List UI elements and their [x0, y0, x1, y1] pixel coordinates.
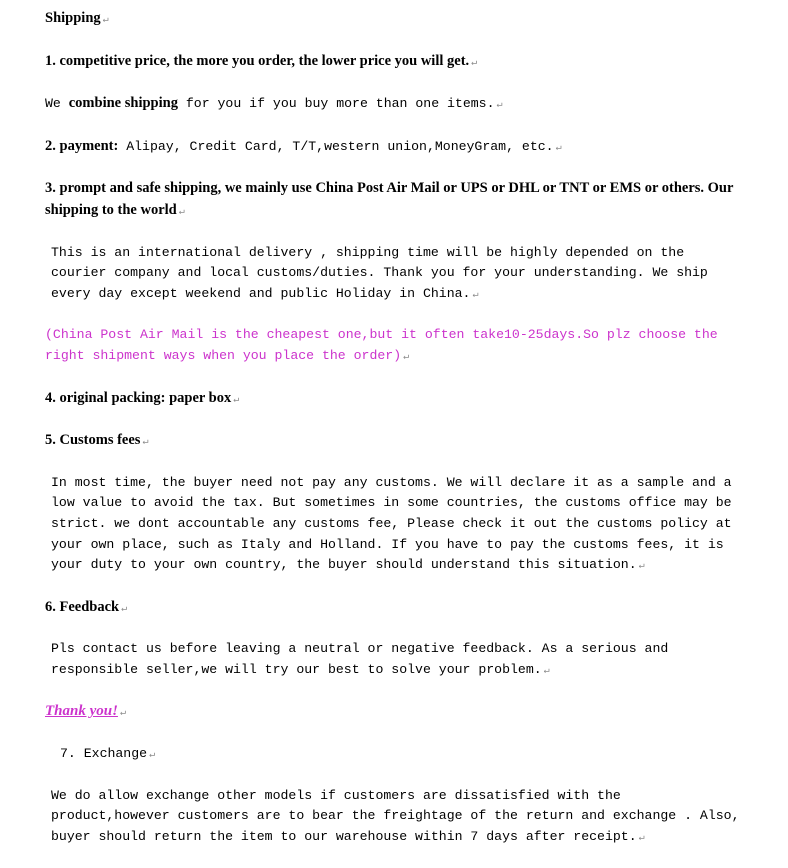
- china-post-note: [45, 325, 745, 368]
- paragraph-mark-icon: ↵: [121, 603, 128, 615]
- combine-rest: for you if you buy more than one items.: [177, 96, 495, 112]
- payment-label: 2. payment:: [45, 137, 119, 154]
- paragraph-mark-icon: ↵: [149, 750, 156, 762]
- customs-heading: [45, 430, 745, 454]
- feedback-heading-text: 6. Feedback: [45, 598, 120, 615]
- paragraph-mark-icon: ↵: [233, 394, 240, 406]
- delivery-paragraph: [45, 243, 745, 307]
- feedback-text: Pls contact us before leaving a neutral or negative feedback. As a serious and responsible seller,we will try our best to solve your problem.: [51, 641, 669, 677]
- exchange-paragraph: [45, 786, 745, 850]
- packing-text: 4. original packing: paper box: [45, 389, 232, 406]
- customs-heading-text: 5. Customs fees: [45, 432, 141, 449]
- combine-prefix: We: [45, 96, 69, 112]
- exchange-text: We do allow exchange other models if customers are dissatisfied with the product,however customers are to bear the freightage of the return and exchange . Also, buyer should return the item to our warehouse within 7 days after receipt.: [51, 787, 740, 844]
- customs-paragraph: [45, 473, 745, 578]
- shipping-policy-document: [45, 8, 745, 868]
- payment-paragraph: [45, 136, 745, 160]
- paragraph-mark-icon: ↵: [472, 289, 479, 301]
- thanks-paragraph: [45, 701, 745, 725]
- shipping-heading: [45, 8, 745, 32]
- price-paragraph: [45, 51, 745, 75]
- paragraph-mark-icon: ↵: [555, 142, 562, 154]
- paragraph-mark-icon: ↵: [638, 832, 645, 844]
- prompt-shipping-paragraph: [45, 178, 745, 223]
- paragraph-mark-icon: ↵: [638, 561, 645, 573]
- delivery-text: This is an international delivery , shipping time will be highly depended on the courier company and local customs/duties. Thank you for your understanding. We ship every day except weekend and public Holiday in China.: [51, 244, 708, 301]
- feedback-heading: [45, 597, 745, 621]
- combine-shipping-paragraph: [45, 93, 745, 117]
- paragraph-mark-icon: ↵: [496, 100, 503, 112]
- paragraph-mark-icon: ↵: [119, 708, 126, 720]
- price-text: 1. competitive price, the more you order, the lower price you will get.: [45, 52, 470, 69]
- paragraph-mark-icon: ↵: [142, 437, 149, 449]
- paragraph-mark-icon: ↵: [102, 15, 109, 26]
- paragraph-mark-icon: ↵: [471, 57, 478, 69]
- feedback-paragraph: [45, 639, 745, 682]
- china-post-text: (China Post Air Mail is the cheapest one,but it often take10-25days.So plz choose the right shipment ways when you place the order): [45, 327, 718, 363]
- paragraph-mark-icon: ↵: [403, 351, 410, 363]
- prompt-text: 3. prompt and safe shipping, we mainly use China Post Air Mail or UPS or DHL or TNT or EMS or others. Our shipping to the world: [45, 180, 734, 218]
- combine-bold: combine shipping: [68, 95, 178, 112]
- heading-text: Shipping: [45, 10, 101, 26]
- exchange-heading: [45, 744, 745, 767]
- thank-you-text: Thank you!: [45, 703, 118, 720]
- paragraph-mark-icon: ↵: [178, 206, 185, 218]
- paragraph-mark-icon: ↵: [543, 665, 550, 677]
- payment-text: Alipay, Credit Card, T/T,western union,MoneyGram, etc.: [118, 138, 554, 154]
- customs-text: In most time, the buyer need not pay any customs. We will declare it as a sample and a low value to avoid the tax. But sometimes in some countries, the customs office may be strict. we dont accountable any customs fee, Please check it out the customs policy at your own place, such as Italy and Holland. If you have to pay the customs fees, it is your duty to your own country, the buyer should understand this situation.: [51, 474, 732, 573]
- packing-paragraph: [45, 388, 745, 412]
- exchange-heading-text: 7. Exchange: [60, 746, 148, 762]
